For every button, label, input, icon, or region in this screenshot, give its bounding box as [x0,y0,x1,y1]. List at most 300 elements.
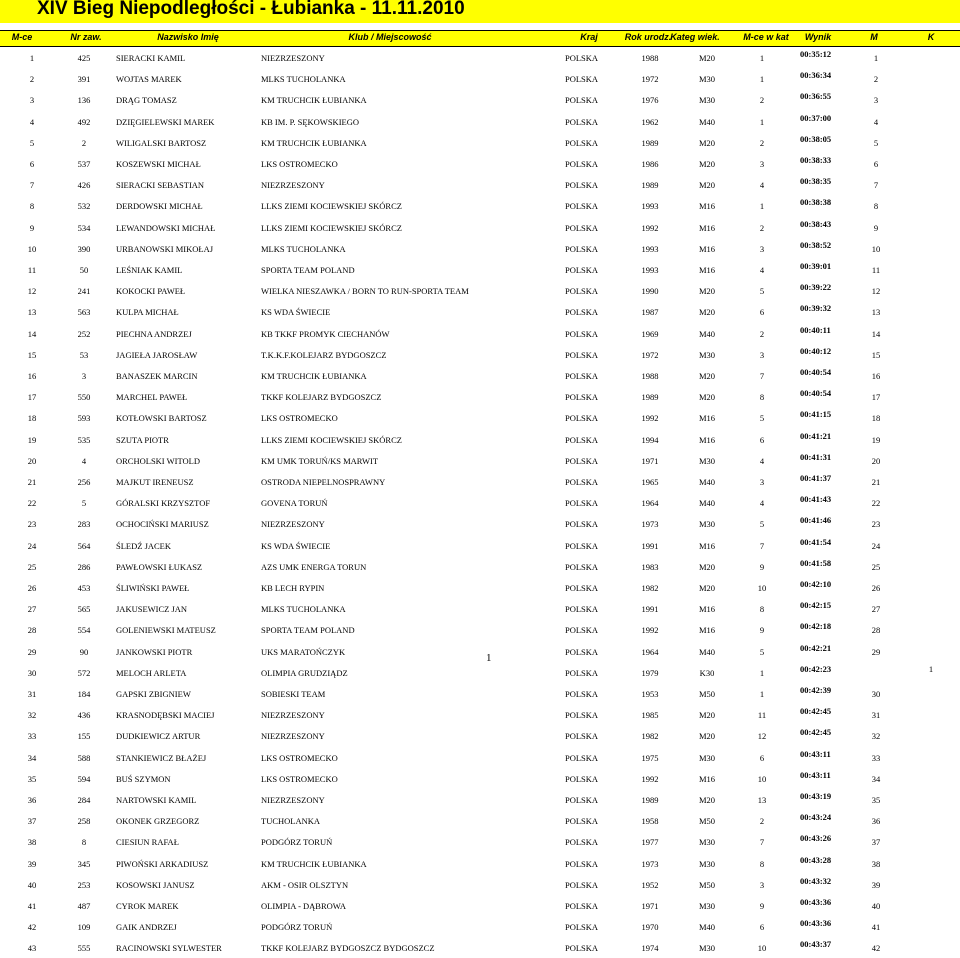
cell-category-place: 3 [759,879,765,890]
cell-result: 00:43:32 [800,875,832,886]
cell-place: 33 [27,731,37,742]
cell-country: POLSKA [565,646,599,657]
cell-club: KM TRUCHCIK ŁUBIANKA [261,95,367,106]
cell-category: M16 [698,434,716,445]
cell-category-place: 6 [759,307,765,318]
cell-men-place: 9 [873,222,879,233]
cell-club: UKS MARATOŃCZYK [261,646,346,657]
cell-country: POLSKA [565,943,599,954]
cell-bib: 390 [77,243,91,254]
table-row [0,280,960,301]
cell-country: POLSKA [565,731,599,742]
cell-result: 00:38:35 [800,176,832,187]
table-row [0,683,960,704]
cell-birth-year: 1989 [641,180,659,191]
cell-bib: 594 [77,773,91,784]
cell-result: 00:38:05 [800,133,832,144]
cell-category-place: 10 [757,583,767,593]
cell-birth-year: 1977 [641,837,659,848]
cell-category-place: 9 [759,901,765,911]
cell-club: PODGÓRZ TORUŃ [261,922,333,933]
cell-name: CYROK MAREK [116,901,179,911]
cell-result: 00:38:33 [800,155,832,165]
cell-category: M20 [698,561,716,572]
cell-club: TUCHOLANKA [261,816,321,827]
cell-category: M50 [698,816,716,827]
cell-place: 15 [27,349,37,360]
cell-club: OLIMPIA GRUDZIĄDZ [261,667,348,678]
cell-result: 00:38:43 [800,218,832,229]
cell-club: KS WDA ŚWIECIE [261,540,331,551]
cell-name: JAKUSEWICZ JAN [116,604,188,615]
cell-place: 20 [27,455,37,466]
cell-bib: 535 [77,434,91,445]
cell-club: KS WDA ŚWIECIE [261,307,331,318]
cell-name: DERDOWSKI MICHAŁ [116,201,203,212]
cell-club: LKS OSTROMECKO [261,159,338,169]
cell-country: POLSKA [565,689,599,699]
cell-men-place: 39 [871,879,881,890]
cell-category: M30 [698,74,716,85]
cell-bib: 256 [77,477,91,487]
cell-country: POLSKA [565,201,599,212]
cell-category: M20 [698,731,716,742]
cell-birth-year: 1982 [641,583,659,593]
table-row [0,916,960,937]
cell-club: NIEZRZESZONY [261,795,325,805]
table-row [0,386,960,407]
cell-birth-year: 1989 [641,795,659,805]
cell-bib: 53 [79,349,89,360]
cell-men-place: 23 [871,519,881,530]
cell-club: TKKF KOLEJARZ BYDGOSZCZ [261,392,382,403]
cell-country: POLSKA [565,540,599,551]
cell-club: MLKS TUCHOLANKA [261,243,346,254]
cell-bib: 436 [77,710,91,721]
cell-country: POLSKA [565,455,599,466]
cell-birth-year: 1987 [641,307,659,318]
cell-club: KB LECH RYPIN [261,583,325,593]
cell-place: 14 [27,328,37,339]
cell-category-place: 4 [759,498,765,509]
cell-bib: 136 [77,95,91,106]
cell-category-place: 4 [759,265,765,275]
cell-result: 00:40:54 [800,388,832,399]
cell-result: 00:40:11 [800,324,831,335]
cell-bib: 50 [79,265,89,275]
cell-club: LLKS ZIEMI KOCIEWSKIEJ SKÓRCZ [261,222,402,233]
cell-category: M40 [698,116,716,127]
header-birth-year: Rok urodz. [624,32,672,42]
cell-name: KULPA MICHAŁ [116,307,179,318]
cell-birth-year: 1971 [641,455,659,466]
cell-bib: 425 [77,53,91,63]
cell-name: ŚLEDŹ JACEK [116,540,172,551]
table-row [0,450,960,471]
cell-result: 00:43:36 [800,918,832,929]
cell-bib: 426 [77,180,91,191]
cell-birth-year: 1988 [641,371,659,381]
header-name: Nazwisko Imię [157,32,219,42]
cell-men-place: 37 [871,837,881,848]
table-row [0,492,960,513]
cell-place: 7 [29,180,35,191]
header-club: Klub / Miejscowość [348,32,432,42]
cell-name: KOTŁOWSKI BARTOSZ [116,413,207,424]
cell-result: 00:41:15 [800,409,832,420]
page-number: 1 [486,652,492,664]
cell-category: M20 [698,180,716,191]
cell-birth-year: 1991 [641,540,659,551]
cell-category-place: 7 [759,371,765,381]
cell-club: KM TRUCHCIK ŁUBIANKA [261,371,367,381]
cell-name: PIECHNA ANDRZEJ [116,328,192,339]
cell-name: CIESIUN RAFAŁ [116,837,179,848]
cell-name: BUŚ SZYMON [116,773,171,784]
header-category: Kateg wiek. [670,32,720,42]
cell-men-place: 35 [871,795,881,805]
cell-place: 43 [27,943,37,954]
cell-result: 00:41:31 [800,451,832,462]
cell-country: POLSKA [565,858,599,869]
cell-country: POLSKA [565,816,599,827]
table-row [0,301,960,322]
cell-name: OKONEK GRZEGORZ [116,816,200,827]
cell-category: M30 [698,901,716,911]
cell-category: M40 [698,477,716,487]
cell-result: 00:36:34 [800,70,832,81]
cell-name: PIWOŃSKI ARKADIUSZ [116,858,209,869]
cell-bib: 487 [77,901,91,911]
cell-birth-year: 1993 [641,265,659,275]
cell-category-place: 1 [759,53,765,63]
cell-category: M30 [698,752,716,763]
cell-place: 5 [29,137,35,148]
cell-birth-year: 1993 [641,201,659,212]
cell-bib: 492 [77,116,91,127]
cell-bib: 8 [81,837,87,848]
cell-category: M20 [698,159,716,169]
cell-category-place: 1 [759,201,765,212]
cell-name: GÓRALSKI KRZYSZTOF [116,498,211,509]
table-row [0,174,960,195]
cell-country: POLSKA [565,95,599,106]
cell-bib: 532 [77,201,91,212]
cell-birth-year: 1970 [641,922,659,933]
cell-men-place: 29 [871,646,881,657]
cell-men-place: 27 [871,604,881,615]
cell-birth-year: 1992 [641,625,659,636]
cell-result: 00:41:54 [800,536,832,547]
cell-place: 16 [27,371,37,381]
cell-men-place: 20 [871,455,881,466]
table-row [0,598,960,619]
table-row [0,789,960,810]
cell-category-place: 8 [759,858,765,869]
cell-category: M50 [698,879,716,890]
table-row [0,195,960,216]
cell-bib: 184 [77,689,91,699]
cell-result: 00:43:24 [800,812,832,823]
cell-country: POLSKA [565,159,599,169]
cell-country: POLSKA [565,265,599,275]
header-place: M-ce [11,32,33,42]
cell-name: ORCHOLSKI WITOLD [116,455,200,466]
cell-category-place: 4 [759,455,765,466]
table-header [0,30,960,47]
cell-name: STANKIEWICZ BŁAŻEJ [116,752,207,763]
cell-bib: 534 [77,222,91,233]
cell-place: 23 [27,519,37,530]
table-row [0,471,960,492]
cell-category-place: 5 [759,413,765,424]
cell-bib: 90 [79,646,89,657]
table-row [0,238,960,259]
cell-country: POLSKA [565,137,599,148]
cell-category: M30 [698,837,716,848]
cell-name: WOJTAS MAREK [116,74,182,85]
cell-men-place: 24 [871,540,881,551]
cell-place: 24 [27,540,37,551]
cell-name: JAGIEŁA JAROSŁAW [116,349,198,360]
cell-men-place: 11 [871,265,881,275]
cell-men-place: 41 [871,922,881,933]
cell-name: KRASNODĘBSKI MACIEJ [116,710,215,721]
cell-name: LEWANDOWSKI MICHAŁ [116,222,216,233]
cell-category-place: 7 [759,540,765,551]
cell-result: 00:43:36 [800,897,832,907]
cell-category-place: 2 [759,137,765,148]
cell-category: M16 [698,604,716,615]
table-row [0,47,960,68]
cell-result: 00:43:11 [800,769,831,780]
cell-club: LLKS ZIEMI KOCIEWSKIEJ SKÓRCZ [261,201,402,212]
cell-bib: 286 [77,561,91,572]
cell-club: NIEZRZESZONY [261,710,325,721]
cell-birth-year: 1990 [641,286,659,297]
table-row [0,556,960,577]
cell-category: K30 [699,667,715,678]
cell-result: 00:41:21 [800,430,832,441]
cell-place: 38 [27,837,37,848]
cell-category: M40 [698,922,716,933]
cell-men-place: 42 [871,943,881,954]
cell-category: M30 [698,858,716,869]
header-category-place: M-ce w kat [743,32,789,42]
cell-place: 40 [27,879,37,890]
cell-category: M20 [698,137,716,148]
cell-bib: 391 [77,74,91,85]
cell-category: M40 [698,498,716,509]
cell-women-place: 1 [928,663,934,674]
cell-birth-year: 1992 [641,222,659,233]
cell-birth-year: 1974 [641,943,659,954]
cell-place: 27 [27,604,37,615]
cell-birth-year: 1964 [641,646,659,657]
cell-category: M20 [698,795,716,805]
cell-country: POLSKA [565,561,599,572]
cell-name: KOSOWSKI JANUSZ [116,879,195,890]
cell-category-place: 6 [759,434,765,445]
cell-place: 18 [27,413,37,424]
cell-result: 00:41:37 [800,473,832,483]
cell-men-place: 1 [873,53,879,63]
cell-category: M30 [698,349,716,360]
cell-name: URBANOWSKI MIKOŁAJ [116,243,214,254]
cell-place: 13 [27,307,37,318]
cell-birth-year: 1972 [641,74,659,85]
header-result: Wynik [804,32,832,42]
cell-birth-year: 1965 [641,477,659,487]
cell-country: POLSKA [565,413,599,424]
cell-result: 00:36:55 [800,91,832,102]
cell-place: 41 [27,901,37,911]
cell-category-place: 9 [759,561,765,572]
cell-category: M16 [698,222,716,233]
cell-country: POLSKA [565,667,599,678]
cell-result: 00:38:52 [800,239,832,250]
table-row [0,429,960,450]
cell-club: NIEZRZESZONY [261,53,325,63]
cell-club: WIELKA NIESZAWKA / BORN TO RUN-SPORTA TEAM [261,286,469,297]
cell-birth-year: 1985 [641,710,659,721]
cell-bib: 550 [77,392,91,403]
cell-club: LKS OSTROMECKO [261,413,338,424]
cell-category: M30 [698,95,716,106]
cell-bib: 109 [77,922,91,933]
cell-club: LKS OSTROMECKO [261,773,338,784]
cell-name: KOKOCKI PAWEŁ [116,286,186,297]
cell-category-place: 2 [759,95,765,106]
cell-name: SIERACKI SEBASTIAN [116,180,205,191]
cell-result: 00:41:43 [800,494,832,505]
cell-country: POLSKA [565,901,599,911]
cell-men-place: 21 [871,477,881,487]
cell-birth-year: 1991 [641,604,659,615]
header-men: M [870,32,878,42]
cell-club: OLIMPIA - DĄBROWA [261,901,346,911]
cell-club: KB TKKF PROMYK CIECHANÓW [261,328,390,339]
cell-result: 00:42:39 [800,685,832,695]
cell-name: NARTOWSKI KAMIL [116,795,197,805]
cell-bib: 2 [81,137,87,148]
cell-club: PODGÓRZ TORUŃ [261,837,333,848]
table-row [0,704,960,725]
cell-bib: 564 [77,540,91,551]
cell-country: POLSKA [565,371,599,381]
cell-country: POLSKA [565,222,599,233]
cell-country: POLSKA [565,392,599,403]
cell-club: AZS UMK ENERGA TORUN [261,561,367,572]
cell-place: 11 [27,265,37,275]
cell-club: NIEZRZESZONY [261,731,325,742]
cell-name: KOSZEWSKI MICHAŁ [116,159,201,169]
cell-result: 00:43:28 [800,854,832,865]
cell-category-place: 5 [759,646,765,657]
table-row [0,831,960,852]
cell-result: 00:39:01 [800,261,832,271]
cell-category: M16 [698,540,716,551]
cell-place: 30 [27,667,37,678]
cell-category-place: 8 [759,392,765,403]
cell-category: M30 [698,943,716,954]
cell-club: AKM - OSIR OLSZTYN [261,879,349,890]
cell-country: POLSKA [565,498,599,509]
cell-birth-year: 1986 [641,159,659,169]
cell-country: POLSKA [565,74,599,85]
cell-name: DZIĘGIELEWSKI MAREK [116,116,215,127]
table-row [0,874,960,895]
table-row [0,344,960,365]
cell-result: 00:39:32 [800,303,832,314]
cell-result: 00:42:15 [800,600,832,611]
cell-category: M40 [698,646,716,657]
cell-place: 9 [29,222,35,233]
cell-birth-year: 1962 [641,116,659,127]
cell-name: MELOCH ARLETA [116,667,187,678]
cell-category: M16 [698,201,716,212]
cell-country: POLSKA [565,243,599,254]
cell-birth-year: 1988 [641,53,659,63]
cell-result: 00:43:37 [800,939,832,950]
cell-men-place: 4 [873,116,879,127]
cell-bib: 253 [77,879,91,890]
cell-birth-year: 1952 [641,879,659,890]
cell-result: 00:40:54 [800,367,832,377]
cell-men-place: 5 [873,137,879,148]
cell-country: POLSKA [565,180,599,191]
table-row [0,725,960,746]
cell-men-place: 8 [873,201,879,212]
cell-bib: 588 [77,752,91,763]
cell-category-place: 3 [759,349,765,360]
cell-category-place: 1 [759,689,765,699]
cell-category: M20 [698,583,716,593]
cell-country: POLSKA [565,583,599,593]
cell-club: NIEZRZESZONY [261,519,325,530]
cell-men-place: 22 [871,498,881,509]
cell-birth-year: 1973 [641,519,659,530]
cell-result: 00:35:12 [800,49,832,59]
cell-result: 00:42:21 [800,642,832,653]
cell-birth-year: 1992 [641,773,659,784]
cell-result: 00:42:45 [800,727,832,738]
cell-men-place: 13 [871,307,881,318]
cell-result: 00:39:22 [800,282,832,293]
cell-result: 00:37:00 [800,112,832,123]
cell-men-place: 15 [871,349,881,360]
cell-birth-year: 1994 [641,434,659,445]
cell-name: DUDKIEWICZ ARTUR [116,731,201,742]
cell-club: SPORTA TEAM POLAND [261,265,355,275]
table-row [0,68,960,89]
cell-country: POLSKA [565,53,599,63]
table-row [0,853,960,874]
cell-men-place: 10 [871,243,881,254]
cell-result: 00:41:58 [800,557,832,568]
cell-place: 25 [27,561,37,572]
cell-club: KM TRUCHCIK ŁUBIANKA [261,137,367,148]
cell-birth-year: 1971 [641,901,659,911]
cell-result: 00:40:12 [800,345,832,356]
table-row [0,768,960,789]
cell-place: 1 [29,53,35,63]
cell-category-place: 5 [759,286,765,297]
table-row [0,619,960,640]
cell-result: 00:38:38 [800,197,832,208]
cell-category-place: 13 [757,795,767,805]
cell-country: POLSKA [565,710,599,721]
